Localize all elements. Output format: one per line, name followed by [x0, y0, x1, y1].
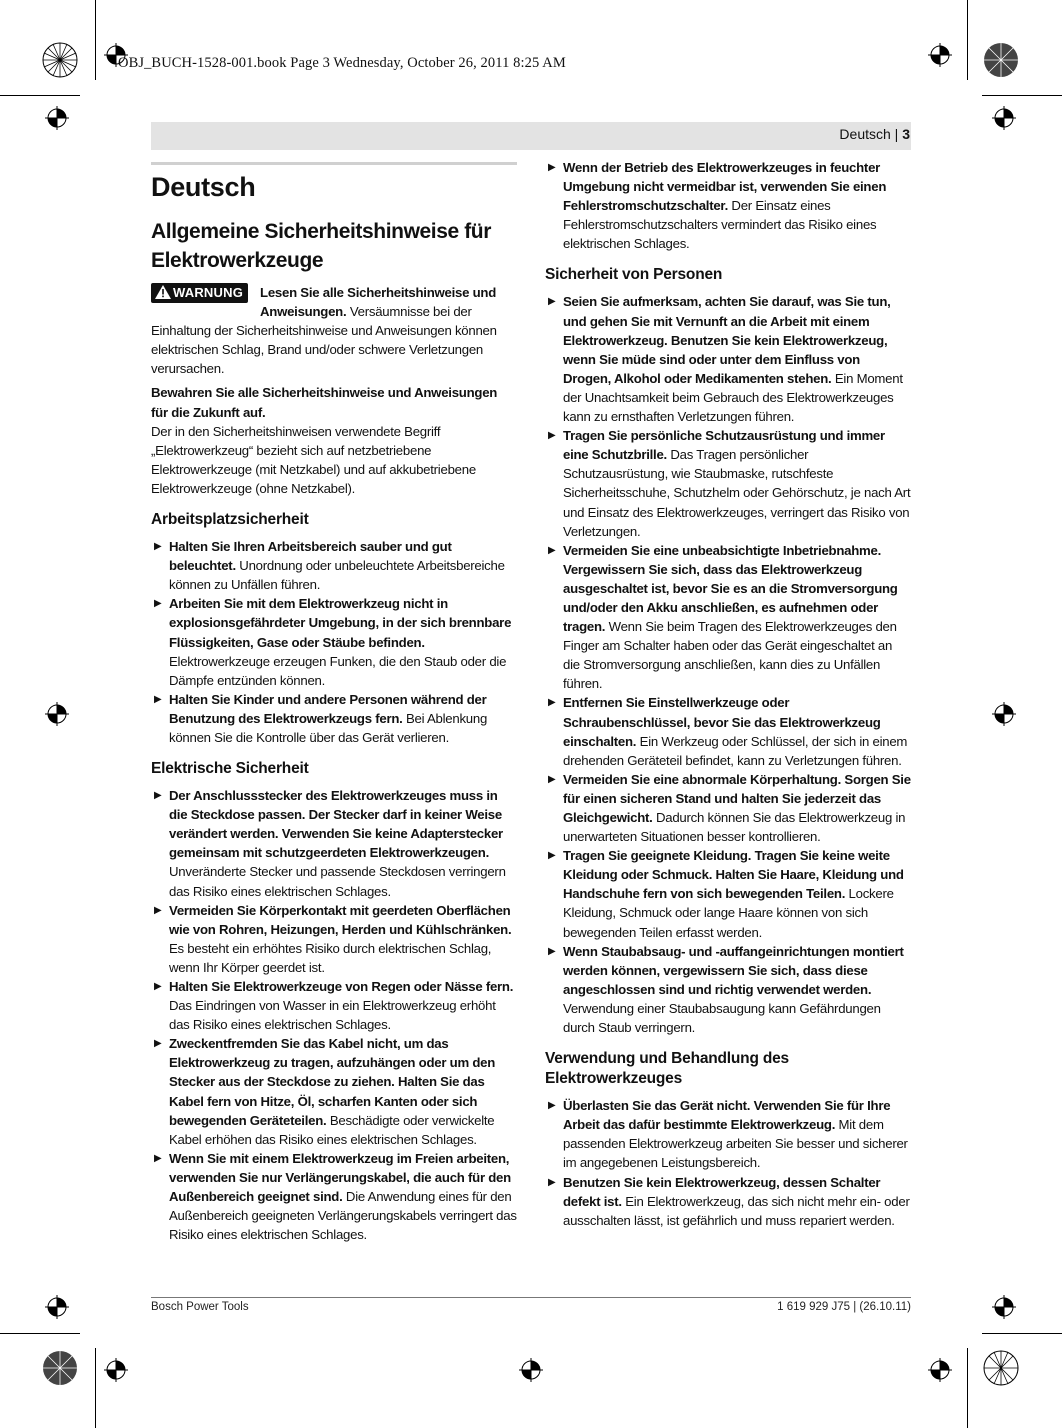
workplace-list [151, 537, 517, 747]
item-bold-text: Vermeiden Sie Körperkontakt mit geerdeten Oberflächen wie von Rohren, Heizungen, Herden und Kühlschränken. [169, 902, 512, 937]
item-bold-text: Halten Sie Ihren Arbeitsbereich sauber und gut beleuchtet. [169, 539, 452, 574]
list-item [151, 594, 517, 689]
electrical-cont-list [545, 158, 911, 253]
crosshair-mark-icon [928, 43, 952, 67]
bullet-arrow-icon: ▶ [154, 541, 162, 553]
list-item [545, 1096, 911, 1172]
registration-target-bottom-right-icon [983, 1350, 1019, 1386]
item-text: Ein Werkzeug oder Schlüssel, der sich in einem drehenden Geräteteil befindet, kann zu Verletzungen führen. [563, 733, 908, 768]
bullet-arrow-icon: ▶ [548, 1176, 556, 1188]
warning-text: Versäumnisse bei der Einhaltung der Sicherheitshinweise und Anweisungen können elektrischen Schlag, Brand und/oder schwere Verletzungen verursachen. [151, 304, 497, 377]
running-header [839, 126, 910, 142]
list-item [545, 541, 911, 694]
item-text: Ein Moment der Unachtsamkeit beim Gebrauch des Elektrowerkzeuges kann zu ernsthaften Verletzungen führen. [563, 370, 903, 425]
bullet-arrow-icon: ▶ [548, 697, 556, 709]
right-column [545, 158, 911, 1230]
main-heading: Allgemeine Sicherheitshinweise für Elektrowerkzeuge [151, 220, 492, 272]
registration-target-bottom-left-icon [42, 1350, 78, 1386]
item-text: Dadurch können Sie das Elektrowerkzeug in unerwarteten Situationen besser kontrollieren. [563, 810, 906, 845]
page-title: Deutsch [151, 172, 256, 202]
item-bold-text: Halten Sie Kinder und andere Personen während der Benutzung des Elektrowerkzeugs fern. [169, 691, 487, 726]
bullet-arrow-icon: ▶ [548, 850, 556, 862]
warning-triangle-icon [155, 285, 171, 299]
crosshair-mark-icon [45, 1295, 69, 1319]
crosshair-mark-icon [992, 1295, 1016, 1319]
item-bold-text: Wenn Staubabsaug- und -auffangeinrichtungen montiert werden können, vergewissern Sie sich, dass diese angeschlossen sind und richtig verwendet werden. [563, 943, 904, 997]
bullet-arrow-icon: ▶ [548, 544, 556, 556]
running-header-bar [151, 122, 911, 150]
keep-instructions-text: Bewahren Sie alle Sicherheitshinweise und Anweisungen für die Zukunft auf. [151, 385, 498, 420]
electrical-list [151, 786, 517, 1244]
left-column [151, 162, 517, 1244]
crosshair-mark-icon [45, 106, 69, 130]
bullet-arrow-icon: ▶ [154, 981, 162, 992]
warning-paragraph [151, 283, 517, 378]
bullet-arrow-icon: ▶ [154, 1038, 162, 1050]
usage-list [545, 1096, 911, 1230]
list-item [151, 901, 517, 977]
crosshair-mark-icon [928, 1358, 952, 1382]
bullet-arrow-icon: ▶ [154, 598, 162, 610]
item-text: Wenn Sie beim Tragen des Elektrowerkzeuges den Finger am Schalter haben oder das Gerät eingeschaltet an die Stromversorgung anschließen, kann dies zu Unfällen führen. [563, 619, 897, 692]
bullet-arrow-icon: ▶ [548, 296, 556, 308]
item-bold-text: Wenn Sie mit einem Elektrowerkzeug im Freien arbeiten, verwenden Sie nur Verlängerungskabel, die auch für den Außenbereich geeignet sind. [169, 1150, 511, 1205]
registration-target-top-right-icon [983, 42, 1019, 78]
list-item [545, 846, 911, 941]
page-number: 3 [902, 126, 910, 142]
item-bold-text: Entfernen Sie Einstellwerkzeuge oder Schraubenschlüssel, bevor Sie das Elektrowerkzeug einschalten. [563, 695, 881, 749]
item-bold-text: Vermeiden Sie eine unbeabsichtigte Inbetriebnahme. Vergewissern Sie sich, dass das Elektrowerkzeug ausgeschaltet ist, bevor Sie es an die Stromversorgung und/oder den Akku anschließen, es aufnehmen oder tragen. [563, 542, 898, 635]
item-text: Unordnung oder unbeleuchtete Arbeitsbereiche können zu Unfällen führen. [169, 558, 505, 593]
item-text: Ein Elektrowerkzeug, das sich nicht mehr ein- oder ausschalten lässt, ist gefährlich und muss repariert werden. [563, 1193, 910, 1228]
warning-badge-label: WARNUNG [173, 285, 244, 300]
item-bold-text: Zweckentfremden Sie das Kabel nicht, um das Elektrowerkzeug zu tragen, aufzuhängen oder um den Stecker aus der Steckdose zu ziehen. Halten Sie das Kabel fern von Hitze, Öl, scharfen Kanten oder sich bewegenden Geräteteilen. [169, 1036, 496, 1128]
item-text: Unveränderte Stecker und passende Steckdosen verringern das Risiko eines elektrischen Schlages. [169, 864, 506, 899]
warning-badge [151, 283, 248, 303]
definition-paragraph: Der in den Sicherheitshinweisen verwendete Begriff „Elektrowerkzeug“ bezieht sich auf netzbetriebene Elektrowerkzeuge (mit Netzkabel) und auf akkubetriebene Elektrowerkzeuge (ohne Netzkabel). [151, 423, 476, 496]
list-item [151, 1034, 517, 1149]
bullet-arrow-icon: ▶ [548, 945, 556, 957]
list-item [151, 690, 517, 747]
bullet-arrow-icon: ▶ [154, 693, 162, 705]
item-text: Der Einsatz eines Fehlerstromschutzschalters vermindert das Risiko eines elektrischen Schlages. [563, 198, 877, 252]
bullet-arrow-icon: ▶ [548, 1100, 556, 1112]
footer-right: 1 619 929 J75 | (26.10.11) [777, 1301, 911, 1313]
item-bold-text: Vermeiden Sie eine abnormale Körperhaltung. Sorgen Sie für einen sicheren Stand und halten Sie jederzeit das Gleichgewicht. [563, 771, 911, 825]
item-text: Das Eindringen von Wasser in ein Elektrowerkzeug erhöht das Risiko eines elektrischen Schlages. [169, 998, 496, 1033]
bullet-arrow-icon: ▶ [154, 1152, 162, 1164]
list-item [545, 1173, 911, 1230]
book-info-line: OBJ_BUCH-1528-001.book Page 3 Wednesday, October 26, 2011 8:25 AM [118, 55, 566, 71]
list-item [545, 158, 911, 253]
item-text: Verwendung einer Staubabsaugung kann Gefährdungen durch Staub verringern. [563, 1000, 881, 1036]
item-bold-text: Benutzen Sie kein Elektrowerkzeug, dessen Schalter defekt ist. [563, 1174, 881, 1209]
item-bold-text: Überlasten Sie das Gerät nicht. Verwenden Sie für Ihre Arbeit das dafür bestimmte Elektrowerkzeug. [563, 1098, 891, 1133]
section-heading-persons: Sicherheit von Personen [545, 266, 723, 284]
list-item [151, 1149, 517, 1244]
bullet-arrow-icon: ▶ [154, 790, 162, 802]
item-text: Mit dem passenden Elektrowerkzeug arbeiten Sie besser und sicherer im angegebenen Leistungsbereich. [563, 1117, 908, 1171]
item-bold-text: Wenn der Betrieb des Elektrowerkzeuges in feuchter Umgebung nicht vermeidbar ist, verwenden Sie einen Fehlerstromschutzschalter. [563, 160, 887, 214]
crosshair-mark-icon [519, 1358, 543, 1382]
list-item [545, 292, 911, 426]
list-item [545, 693, 911, 769]
bullet-arrow-icon: ▶ [154, 904, 162, 916]
list-item [545, 770, 911, 846]
item-text: Es besteht ein erhöhtes Risiko durch elektrischen Schlag, wenn Ihr Körper geerdet ist. [169, 940, 492, 975]
title-rule [151, 162, 517, 165]
item-bold-text: Seien Sie aufmerksam, achten Sie darauf, was Sie tun, und gehen Sie mit Vernunft an die Arbeit mit einem Elektrowerkzeug. Benutzen Sie kein Elektrowerkzeug, wenn Sie müde sind oder unter dem Einfluss von Drogen, Alkohol oder Medikamenten stehen. [563, 294, 891, 386]
section-heading-electrical: Elektrische Sicherheit [151, 760, 309, 778]
persons-list [545, 292, 911, 1037]
section-heading-workplace: Arbeitsplatzsicherheit [151, 511, 309, 529]
footer-rule [151, 1297, 911, 1298]
item-text: Bei Ablenkung können Sie die Kontrolle über das Gerät verlieren. [169, 710, 488, 745]
list-item [151, 977, 517, 1034]
footer-left: Bosch Power Tools [151, 1301, 249, 1313]
item-text: Lockere Kleidung, Schmuck oder lange Haare können von sich bewegenden Teilen erfasst werden. [563, 886, 894, 940]
list-item [545, 942, 911, 1037]
item-bold-text: Halten Sie Elektrowerkzeuge von Regen oder Nässe fern. [169, 979, 514, 994]
crosshair-mark-icon [992, 702, 1016, 726]
item-bold-text: Tragen Sie persönliche Schutzausrüstung und immer eine Schutzbrille. [563, 428, 885, 463]
crosshair-mark-icon [45, 702, 69, 726]
item-bold-text: Arbeiten Sie mit dem Elektrowerkzeug nicht in explosionsgefährdeter Umgebung, in der sich brennbare Flüssigkeiten, Gase oder Stäube befinden. [169, 596, 512, 650]
item-bold-text: Tragen Sie geeignete Kleidung. Tragen Sie keine weite Kleidung oder Schmuck. Halten Sie Haare, Kleidung und Handschuhe fern von sich bewegenden Teilen. [563, 848, 904, 902]
crosshair-mark-icon [992, 106, 1016, 130]
header-separator: | [890, 126, 903, 142]
registration-target-top-left-icon [42, 42, 78, 78]
item-text: Beschädigte oder verwickelte Kabel erhöhen das Risiko eines elektrischen Schlages. [169, 1112, 495, 1147]
bullet-arrow-icon: ▶ [548, 162, 556, 173]
keep-instructions [151, 383, 517, 421]
list-item [151, 537, 517, 594]
item-text: Das Tragen persönlicher Schutzausrüstung, wie Staubmaske, rutschfeste Sicherheitsschuhe, Schutzhelm oder Gehörschutz, je nach Art und Einsatz des Elektrowerkzeuges, verringert das Risiko von Verletzungen. [563, 447, 911, 539]
warning-bold: Lesen Sie alle Sicherheitshinweise und Anweisungen. [260, 285, 497, 320]
bullet-arrow-icon: ▶ [548, 773, 556, 785]
item-text: Elektrowerkzeuge erzeugen Funken, die den Staub oder die Dämpfe entzünden können. [169, 653, 507, 688]
bullet-arrow-icon: ▶ [548, 430, 556, 442]
crosshair-mark-icon [104, 1358, 128, 1382]
section-heading-usage: Verwendung und Behandlung des Elektrowerkzeuges [545, 1050, 789, 1088]
header-section: Deutsch [839, 126, 891, 142]
list-item [545, 426, 911, 541]
item-text: Die Anwendung eines für den Außenbereich geeigneten Verlängerungskabels verringert das Risiko eines elektrischen Schlages. [169, 1189, 517, 1243]
item-bold-text: Der Anschlussstecker des Elektrowerkzeuges muss in die Steckdose passen. Der Stecker darf in keiner Weise verändert werden. Verwenden Sie keine Adapterstecker gemeinsam mit schutzgeerdeten Elektrowerkzeugen. [169, 788, 503, 861]
list-item [151, 786, 517, 901]
